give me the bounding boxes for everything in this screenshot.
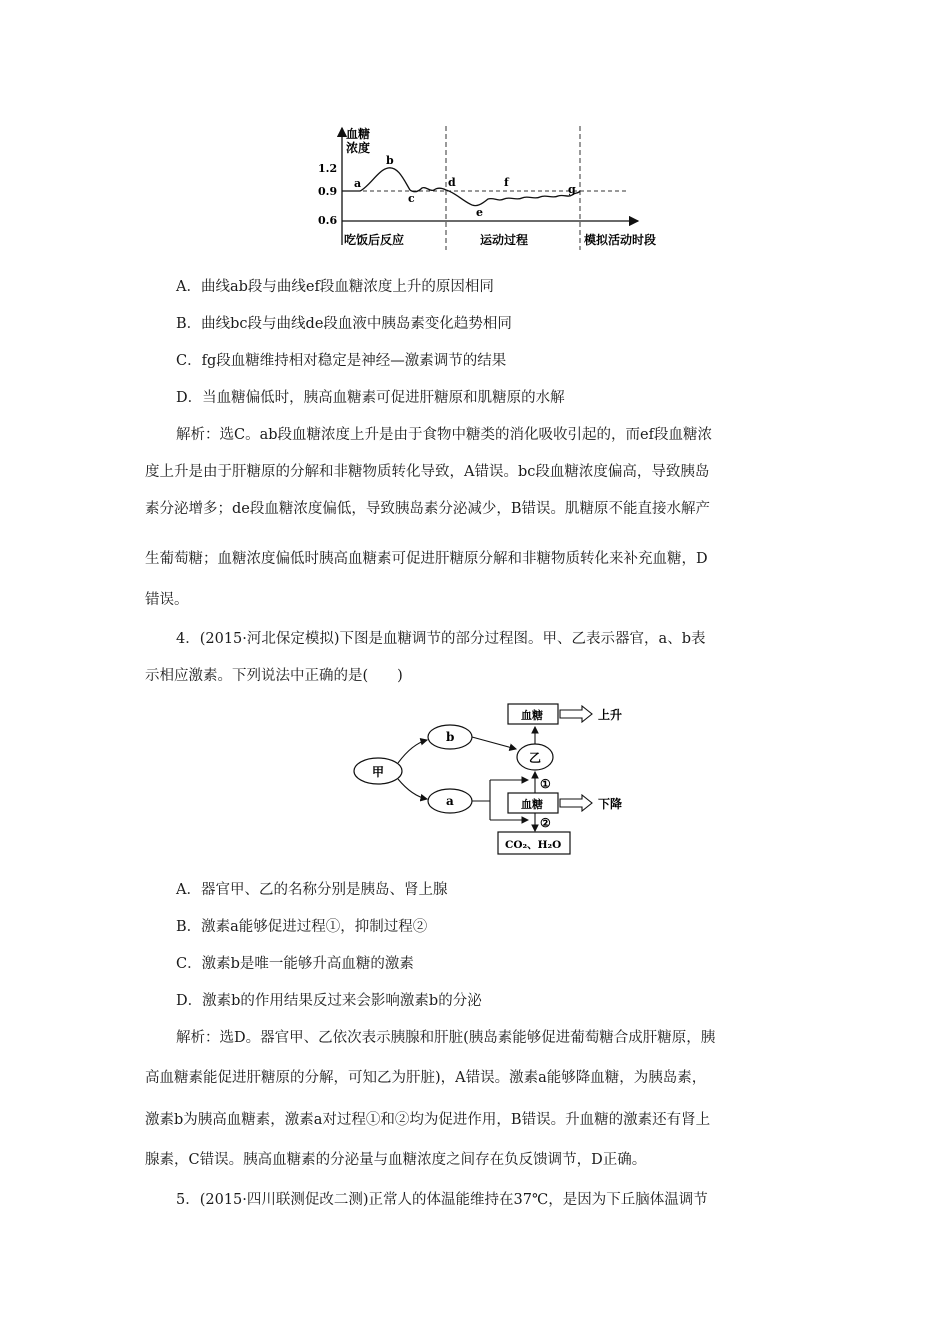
y-tick-label: 1.2 [318,162,338,175]
q3-analysis-line: 度上升是由于肝糖原的分解和非糖物质转化导致，A错误。bc段血糖浓度偏高，导致胰岛 [145,464,710,480]
blood-sugar-bottom-label: 血糖 [521,798,543,811]
hormone-b-label: b [446,730,455,744]
curve-point-label: b [386,154,394,167]
curve-point-label: a [354,177,362,190]
curve-point-label: e [476,206,483,219]
q4-option-b: B．激素a能够促进过程①，抑制过程② [176,919,428,935]
q3-option-d: D．当血糖偏低时，胰高血糖素可促进肝糖原和肌糖原的水解 [176,390,565,406]
q3-analysis-line: 生葡萄糖；血糖浓度偏低时胰高血糖素可促进肝糖原分解和非糖物质转化来补充血糖，D [145,551,708,567]
organ-jia-label: 甲 [372,765,385,779]
q3-option-a: A．曲线ab段与曲线ef段血糖浓度上升的原因相同 [176,279,494,295]
y-tick-label: 0.9 [318,185,338,198]
q3-analysis-line: 解析：选C。ab段血糖浓度上升是由于食物中糖类的消化吸收引起的，而ef段血糖浓 [176,427,712,443]
q5-stem-line: 5．(2015·四川联测促改二测)正常人的体温能维持在37℃，是因为下丘脑体温调节 [176,1192,708,1208]
fall-arrow [560,795,592,811]
curve-point-label: c [408,192,415,205]
q3-analysis-line: 素分泌增多；de段血糖浓度偏低，导致胰岛素分泌减少，B错误。肌糖原不能直接水解产 [145,501,711,517]
q4-option-c: C．激素b是唯一能够升高血糖的激素 [176,956,414,972]
step2-label: ② [540,816,551,830]
q4-stem-line: 示相应激素。下列说法中正确的是( ) [145,668,403,684]
section-label: 吃饭后反应 [344,233,405,247]
q4-analysis-line: 高血糖素能促进肝糖原的分解，可知乙为肝脏)，A错误。激素a能够降血糖，为胰岛素， [145,1070,707,1086]
q3-option-c: C．fg段血糖维持相对稳定是神经—激素调节的结果 [176,353,507,369]
y-tick-label: 0.6 [318,214,338,227]
q4-stem-line: 4．(2015·河北保定模拟)下图是血糖调节的部分过程图。甲、乙表示器官，a、b表 [176,631,706,647]
q3-analysis-line: 错误。 [145,592,189,608]
q3-option-b: B．曲线bc段与曲线de段血液中胰岛素变化趋势相同 [176,316,512,332]
blood-sugar-curve [342,168,580,206]
curve-point-label: g [568,183,576,196]
products-label: CO₂、H₂O [505,839,562,851]
rise-label: 上升 [598,708,623,722]
curve-point-label: f [504,176,509,189]
hormone-a-label: a [446,794,454,808]
blood-sugar-curve-figure [318,120,657,255]
arrow-jia-to-b [398,740,427,763]
y-axis-title-line1: 血糖 [346,127,371,141]
q4-analysis-line: 激素b为胰高血糖素，激素a对过程①和②均为促进作用，B错误。升血糖的激素还有肾上 [145,1112,711,1128]
arrow-b-to-yi [472,737,516,749]
blood-sugar-regulation-diagram [350,700,640,860]
q4-option-d: D．激素b的作用结果反过来会影响激素b的分泌 [176,993,482,1009]
step1-label: ① [540,777,551,791]
rise-arrow [560,706,592,722]
arrow-jia-to-a [398,779,427,799]
fall-label: 下降 [598,797,623,811]
curve-point-label: d [448,176,456,189]
q4-analysis-line: 腺素，C错误。胰高血糖素的分泌量与血糖浓度之间存在负反馈调节，D正确。 [145,1152,647,1168]
organ-yi-label: 乙 [529,751,542,765]
q4-analysis-line: 解析：选D。器官甲、乙依次表示胰腺和肝脏(胰岛素能够促进葡萄糖合成肝糖原，胰 [176,1030,716,1046]
y-axis-title-line2: 浓度 [346,141,371,155]
section-label: 运动过程 [480,233,529,247]
section-label: 模拟活动时段 [584,233,657,247]
blood-sugar-top-label: 血糖 [521,709,543,722]
q4-option-a: A．器官甲、乙的名称分别是胰岛、肾上腺 [176,882,448,898]
